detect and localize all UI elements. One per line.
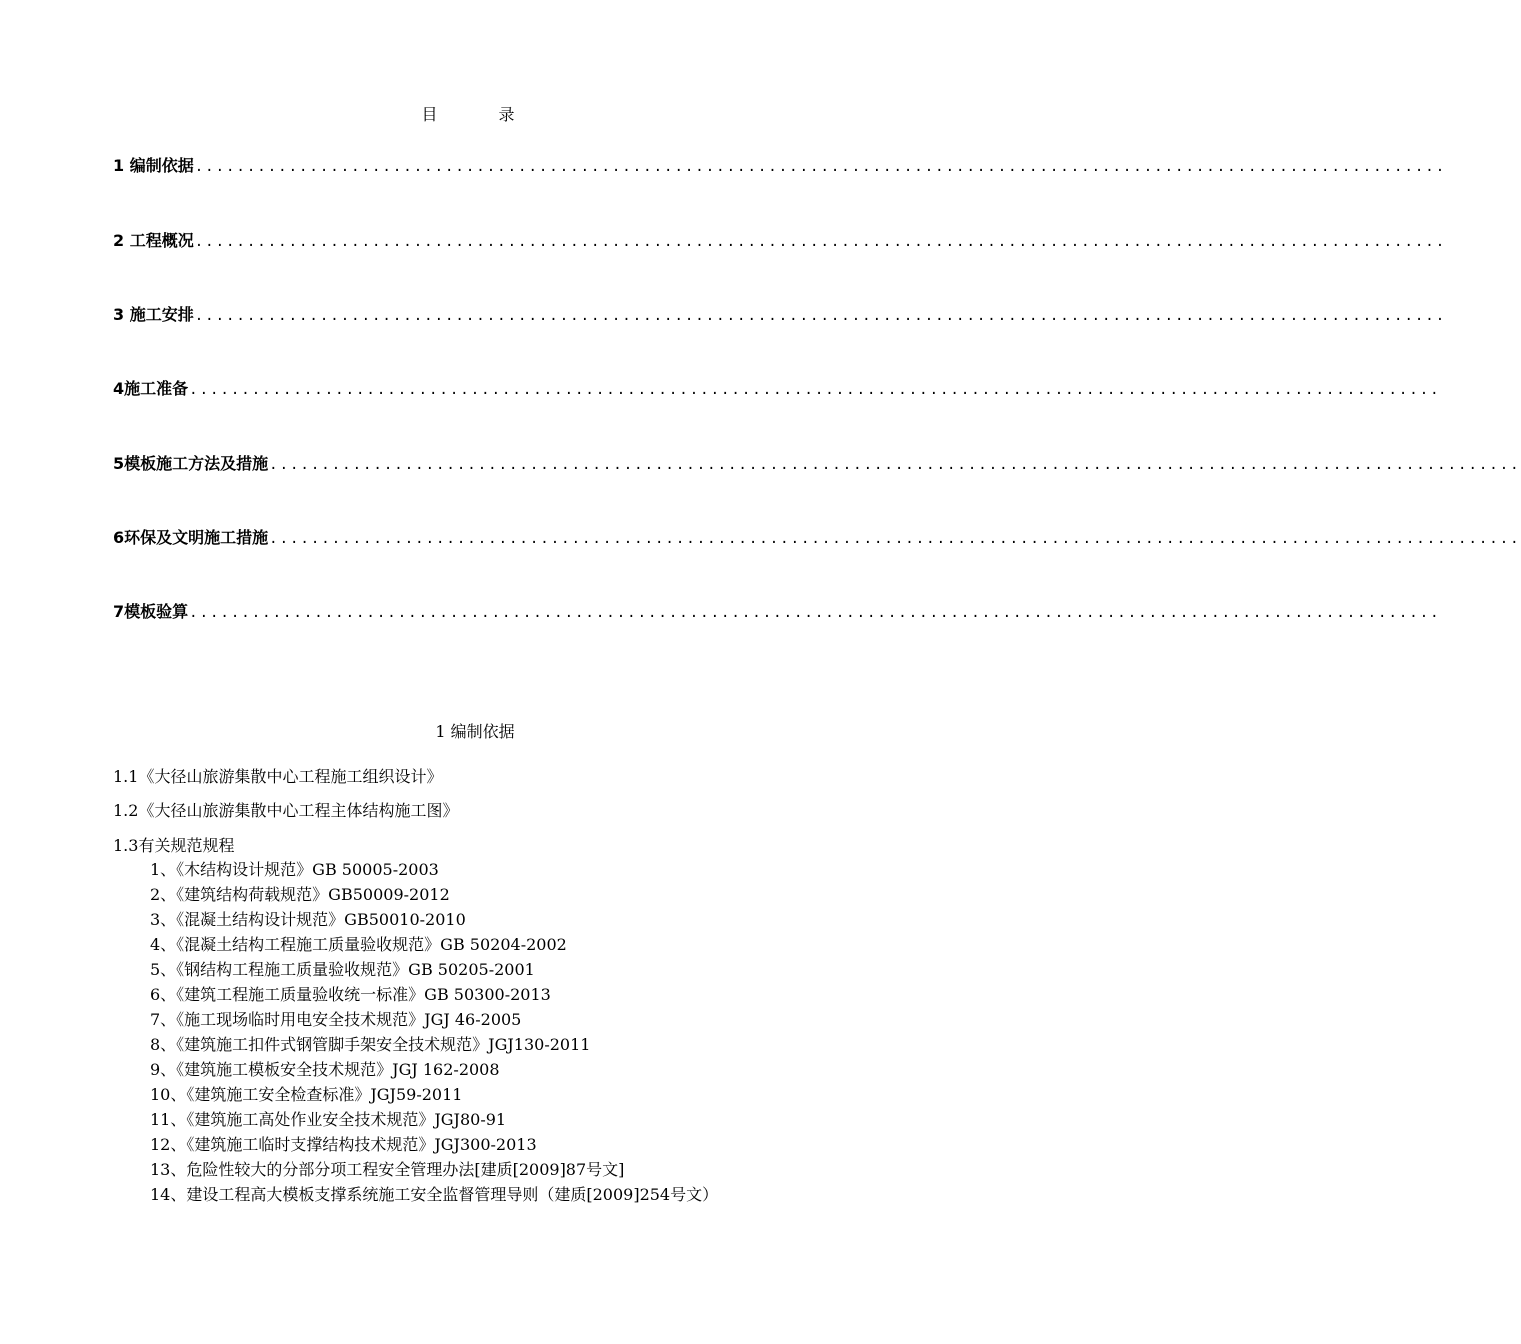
- regulation-item: 5、《钢结构工程施工质量验收规范》GB 50205-2001: [150, 960, 535, 979]
- regulation-item: 14、建设工程高大模板支撑系统施工安全监督管理导则（建质[2009]254号文）: [150, 1185, 719, 1204]
- regulation-item: 9、《建筑施工模板安全技术规范》JGJ 162-2008: [150, 1060, 500, 1079]
- regulation-list: [150, 857, 850, 1207]
- toc-entry-3[interactable]: [113, 302, 1447, 328]
- regulation-item: 7、《施工现场临时用电安全技术规范》JGJ 46-2005: [150, 1010, 522, 1029]
- toc-entry-5[interactable]: [113, 451, 1521, 477]
- section-heading: 1 编制依据: [435, 722, 515, 741]
- regulation-item: 1、《木结构设计规范》GB 50005-2003: [150, 860, 439, 879]
- toc-leader-dots: ........................................................................................................................: [194, 159, 1447, 175]
- regulation-item: 13、危险性较大的分部分项工程安全管理办法[建质[2009]87号文]: [150, 1160, 625, 1179]
- toc-entry-label: 2 工程概况: [113, 231, 194, 250]
- toc-leader-dots: ........................................................................................................................: [269, 457, 1521, 473]
- toc-leader-dots: ........................................................................................................................: [189, 382, 1441, 398]
- regulation-item: 6、《建筑工程施工质量验收统一标准》GB 50300-2013: [150, 985, 551, 1004]
- basis-item-1-2: 1.2《大径山旅游集散中心工程主体结构施工图》: [113, 801, 459, 820]
- toc-entry-4[interactable]: [113, 376, 1441, 402]
- toc-entry-1[interactable]: [113, 153, 1447, 179]
- toc-entry-label: 7模板验算: [113, 602, 189, 621]
- toc-entry-label: 4施工准备: [113, 379, 189, 398]
- regulation-item: 4、《混凝土结构工程施工质量验收规范》GB 50204-2002: [150, 935, 567, 954]
- toc-entry-6[interactable]: [113, 525, 1521, 551]
- basis-item-1-3: 1.3有关规范规程: [113, 836, 235, 855]
- toc-entry-label: 6环保及文明施工措施: [113, 528, 269, 547]
- basis-item-1-1: 1.1《大径山旅游集散中心工程施工组织设计》: [113, 767, 443, 786]
- regulation-item: 2、《建筑结构荷载规范》GB50009-2012: [150, 885, 450, 904]
- toc-leader-dots: ........................................................................................................................: [189, 605, 1441, 621]
- toc-title: 目 录: [421, 105, 543, 124]
- toc-entry-label: 3 施工安排: [113, 305, 194, 324]
- toc-entry-label: 5模板施工方法及措施: [113, 454, 269, 473]
- toc-entry-2[interactable]: [113, 228, 1447, 254]
- toc-leader-dots: ........................................................................................................................: [194, 308, 1447, 324]
- toc-entry-7[interactable]: [113, 599, 1441, 625]
- regulation-item: 12、《建筑施工临时支撑结构技术规范》JGJ300-2013: [150, 1135, 537, 1154]
- toc-leader-dots: ........................................................................................................................: [194, 234, 1447, 250]
- regulation-item: 11、《建筑施工高处作业安全技术规范》JGJ80-91: [150, 1110, 507, 1129]
- regulation-item: 10、《建筑施工安全检查标准》JGJ59-2011: [150, 1085, 463, 1104]
- regulation-item: 8、《建筑施工扣件式钢管脚手架安全技术规范》JGJ130-2011: [150, 1035, 591, 1054]
- toc-leader-dots: ........................................................................................................................: [269, 531, 1521, 547]
- regulation-item: 3、《混凝土结构设计规范》GB50010-2010: [150, 910, 466, 929]
- toc-entry-label: 1 编制依据: [113, 156, 194, 175]
